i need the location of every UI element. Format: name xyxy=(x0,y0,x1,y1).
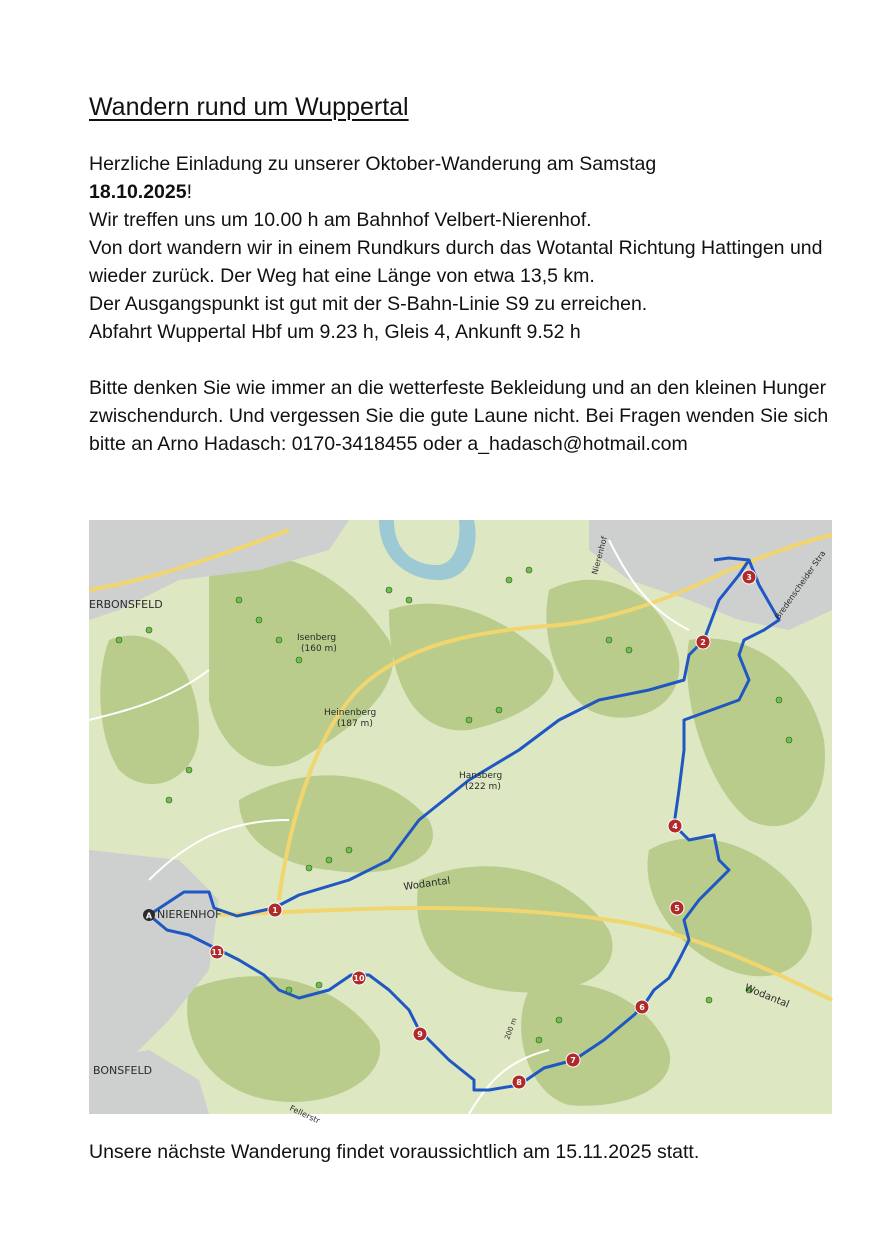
place-bonsfeld: BONSFELD xyxy=(93,1064,153,1077)
waypoint-10 xyxy=(352,971,366,985)
svg-text:8: 8 xyxy=(516,1078,522,1087)
map-canvas xyxy=(89,520,832,1126)
place-nierenhof: NIERENHOF xyxy=(157,908,222,921)
svg-text:A: A xyxy=(145,911,153,921)
waypoint-9 xyxy=(413,1027,427,1041)
waypoint-7 xyxy=(566,1053,580,1067)
svg-text:10: 10 xyxy=(353,974,365,983)
waypoint-5 xyxy=(670,901,684,915)
svg-text:7: 7 xyxy=(570,1056,576,1065)
road-wodantal-west: Wodantal xyxy=(402,875,452,893)
meeting-info: Wir treffen uns um 10.00 h am Bahnhof Velbert-Nierenhof. xyxy=(89,209,592,231)
place-erbonsfeld: ERBONSFELD xyxy=(89,598,163,611)
waypoint-11 xyxy=(210,945,224,959)
waypoint-1 xyxy=(268,903,282,917)
road-bredenscheider: Bredenscheider Stra xyxy=(773,549,828,622)
peak-hansberg-height: (222 m) xyxy=(465,782,501,792)
road-fellerstr: Fellerstr xyxy=(288,1103,322,1126)
svg-text:3: 3 xyxy=(746,573,752,582)
road-wodantal-east: Wodantal xyxy=(742,982,791,1011)
start-marker xyxy=(143,909,155,921)
waypoint-3 xyxy=(742,570,756,584)
waypoint-8 xyxy=(512,1075,526,1089)
svg-text:5: 5 xyxy=(674,904,680,913)
svg-text:1: 1 xyxy=(272,906,278,915)
peak-isenberg-height: (160 m) xyxy=(301,644,337,654)
svg-text:11: 11 xyxy=(211,948,223,957)
date-line xyxy=(89,178,829,206)
peak-hansberg: Hansberg xyxy=(459,771,503,781)
event-date: 18.10.2025 xyxy=(89,181,187,203)
road-nierenhof: Nierenhof xyxy=(590,535,610,576)
transport-info: Der Ausgangspunkt ist gut mit der S-Bahn-Linie S9 zu erreichen. xyxy=(89,293,648,315)
invitation-text xyxy=(89,150,829,458)
route-info: Von dort wandern wir in einem Rundkurs durch das Wotantal Richtung Hattingen und wieder zurück. Der Weg hat eine Länge von etwa 13,5 km. xyxy=(89,237,823,287)
next-hike-note: Unsere nächste Wanderung findet voraussichtlich am 15.11.2025 statt. xyxy=(89,1141,700,1163)
notes-paragraph: Bitte denken Sie wie immer an die wetterfeste Bekleidung und an den kleinen Hunger zwischendurch. Und vergessen Sie die gute Laune nicht. Bei Fragen wenden Sie sich bitte an Arno Hadasch: 0170-3418455 oder a_hadasch@hotmail.com xyxy=(89,377,829,455)
contour-label: 200 m xyxy=(503,1016,519,1041)
svg-text:4: 4 xyxy=(672,822,678,831)
date-suffix: ! xyxy=(186,181,193,203)
route-map xyxy=(89,520,832,1126)
svg-text:2: 2 xyxy=(700,638,706,647)
peak-heinenberg-height: (187 m) xyxy=(337,719,373,729)
peak-heinenberg: Heinenberg xyxy=(324,708,377,718)
svg-text:9: 9 xyxy=(417,1030,423,1039)
departure-info: Abfahrt Wuppertal Hbf um 9.23 h, Gleis 4, Ankunft 9.52 h xyxy=(89,321,581,343)
svg-text:6: 6 xyxy=(639,1003,645,1012)
peak-isenberg: Isenberg xyxy=(297,633,337,643)
waypoint-4 xyxy=(668,819,682,833)
waypoint-2 xyxy=(696,635,710,649)
waypoint-6 xyxy=(635,1000,649,1014)
page-title: Wandern rund um Wuppertal xyxy=(89,93,409,121)
intro-line: Herzliche Einladung zu unserer Oktober-Wanderung am Samstag xyxy=(89,153,657,175)
